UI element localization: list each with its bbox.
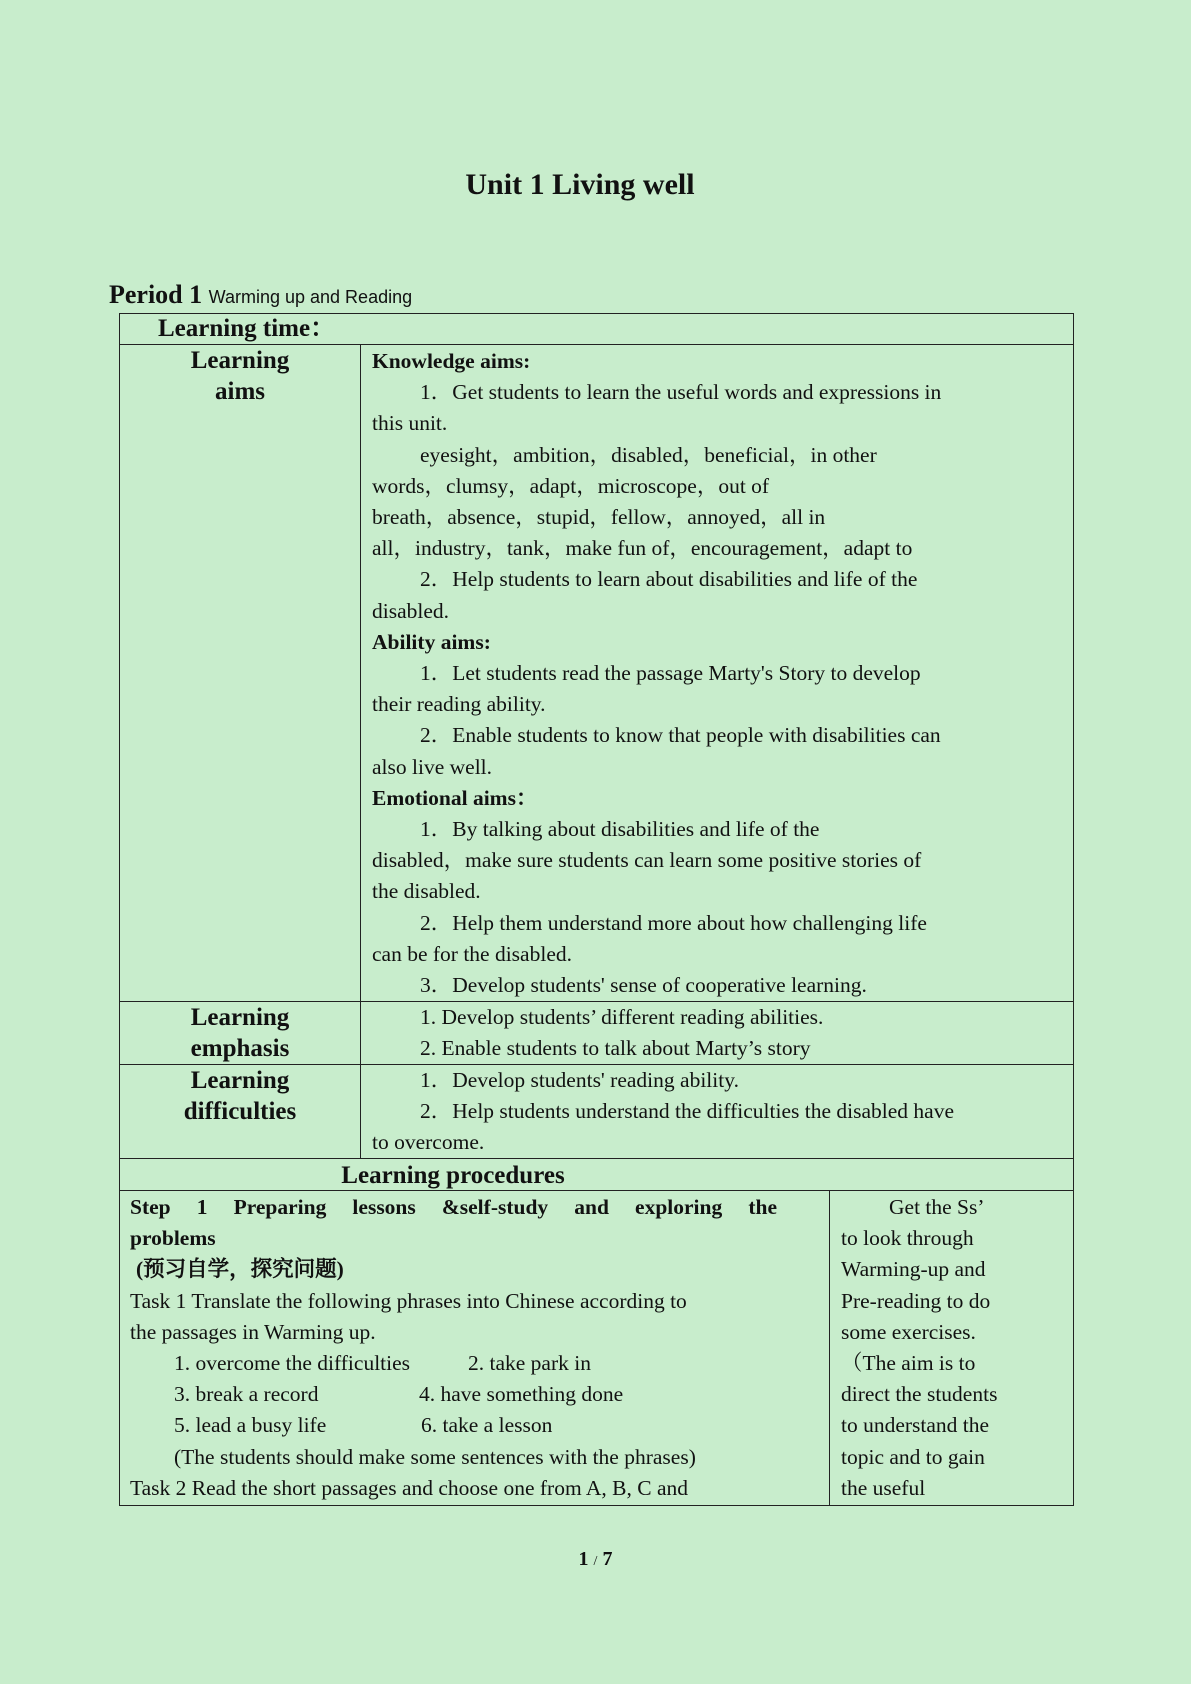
learning-aims-content: Knowledge aims: 1．Get students to learn the useful words and expressions in this unit. eyesight，ambition，disabled，beneficial，in other words，clumsy，adapt，microscope，out of breath，absence，stupid，fellow，annoyed，all in all，industry，tank，make fun of，encouragement，adapt to 2．Help students to learn about disabilities and life of the disabled. Ability aims: 1．Let students read the passage Marty's Story to develop their reading ability. 2．Enable students to know that people with disabilities can also live well. Emotional aims： 1．By talking about disabilities and life of the disabled，make sure students can learn some positive stories of the disabled. 2．Help them understand more about how challenging life can be for the disabled. 3．Develop students' sense of cooperative learning. xyxy=(372,346,1072,1001)
learning-difficulties-label: Learning difficulties xyxy=(183,1067,297,1125)
learning-aims-label: Learning aims xyxy=(190,347,290,405)
period-subtitle: Warming up and Reading xyxy=(208,287,413,307)
page-title: Unit 1 Living well xyxy=(465,168,695,201)
emotional-aims-heading: Emotional aims： xyxy=(372,785,538,810)
knowledge-aims-heading: Knowledge aims: xyxy=(372,349,531,373)
page-number: 1 / 7 xyxy=(578,1548,613,1570)
phrase-note: (The students should make some sentences with the phrases) xyxy=(174,1444,696,1469)
column-divider xyxy=(360,344,361,1158)
step1-side-notes: Get the Ss’ to look through Warming-up and Pre-reading to do some exercises. （The aim is to direct the students to understand the topic and to gain the useful xyxy=(841,1195,998,1500)
step1-heading: Step 1 Preparing lessons &self-study and exploring the xyxy=(130,1195,777,1219)
learning-emphasis-content: 1. Develop students’ different reading abilities. 2. Enable students to talk about Marty’s story xyxy=(420,1005,824,1061)
task2-instruction: Task 2 Read the short passages and choose one from A, B, C and xyxy=(130,1475,688,1500)
learning-time-label: Learning time： xyxy=(158,315,336,342)
phrase-row: 5. lead a busy life 6. take a lesson xyxy=(174,1413,553,1438)
column-divider xyxy=(829,1190,830,1506)
task1-instruction: Task 1 Translate the following phrases into Chinese according to xyxy=(130,1288,687,1313)
learning-procedures-heading: Learning procedures xyxy=(341,1162,565,1189)
step1-content: Step 1 Preparing lessons &self-study and exploring the problems (预习自学，探究问题) Task 1 Translate the following phrases into Chinese according to the passages in Warming up. 1. overcome the difficulties 2. take park in 3. break a record 4. have something done 5. lead a busy life 6. take a lesson (The students should make some sentences with the phrases) Task 2 Read the short passages and choose one from A, B, C and xyxy=(130,1192,777,1504)
period-label: Period 1 xyxy=(109,280,203,309)
period-heading xyxy=(109,280,412,310)
ability-aims-heading: Ability aims: xyxy=(372,629,491,654)
learning-difficulties-content: 1．Develop students' reading ability. 2．Help students understand the difficulties the disabled have to overcome. xyxy=(372,1068,954,1155)
phrase-row: 1. overcome the difficulties 2. take park in xyxy=(174,1351,591,1376)
phrase-row: 3. break a record 4. have something done xyxy=(174,1382,624,1407)
learning-emphasis-label: Learning emphasis xyxy=(190,1004,290,1062)
